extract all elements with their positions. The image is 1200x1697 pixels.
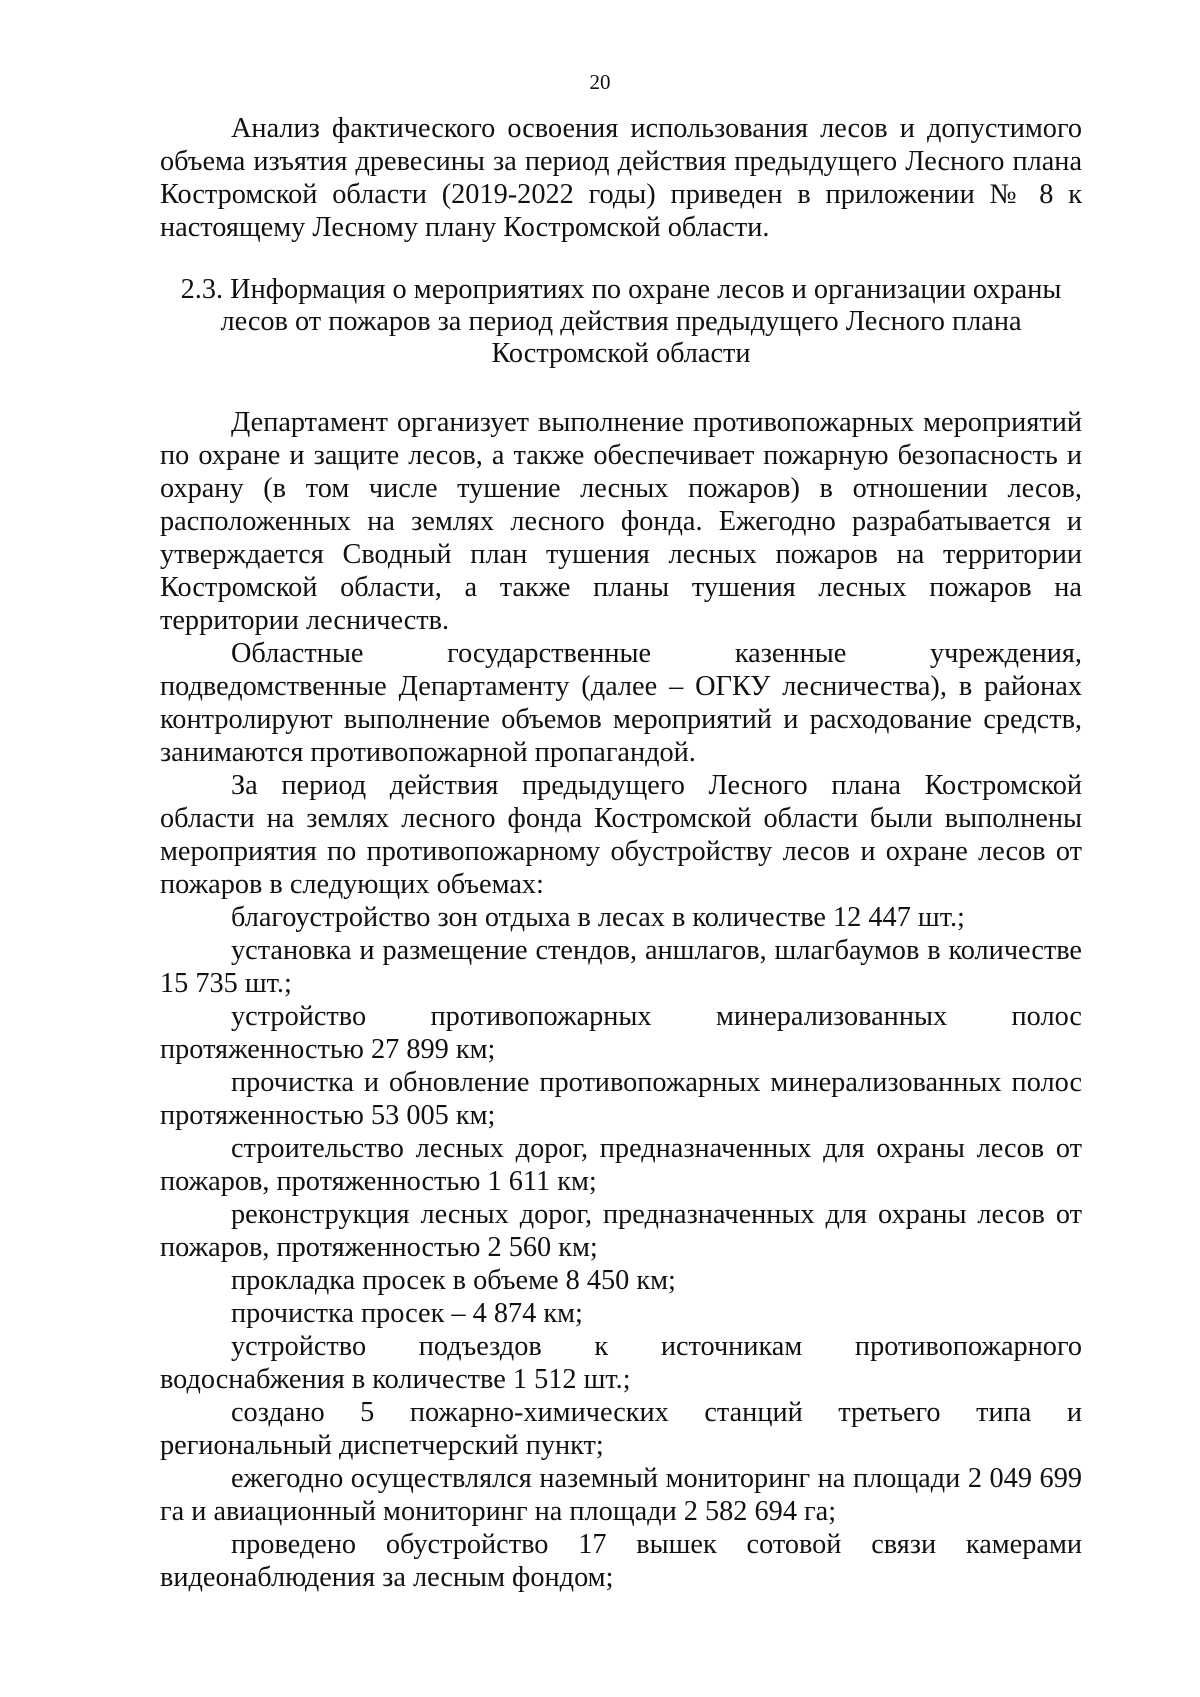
measure-item: прокладка просек в объеме 8 450 км;	[231, 1265, 676, 1296]
measure-item: реконструкция лесных дорог, предназначенных для охраны лесов от пожаров, протяженностью 2 560 км;	[160, 1199, 1082, 1263]
measure-item: прочистка просек – 4 874 км;	[231, 1298, 583, 1329]
measure-item: ежегодно осуществлялся наземный мониторинг на площади 2 049 699 га и авиационный мониторинг на площади 2 582 694 га;	[160, 1463, 1082, 1527]
measure-item: устройство подъездов к источникам противопожарного водоснабжения в количестве 1 512 шт.;	[160, 1331, 1082, 1395]
measure-item: прочистка и обновление противопожарных минерализованных полос протяженностью 53 005 км;	[160, 1067, 1082, 1131]
body-paragraph-department: Департамент организует выполнение противопожарных мероприятий по охране и защите лесов, а также обеспечивает пожарную безопасность и охрану (в том числе тушение лесных пожаров) в отношении лесов, расположенных на землях лесного фонда. Ежегодно разрабатывается и утверждается Сводный план тушения лесных пожаров на территории Костромской области, а также планы тушения лесных пожаров на территории лесничеств.	[160, 407, 1082, 636]
measure-item: устройство противопожарных минерализованных полос протяженностью 27 899 км;	[160, 1001, 1082, 1065]
section-heading-line-2: лесов от пожаров за период действия предыдущего Лесного плана	[220, 306, 1022, 337]
page-number: 20	[589, 70, 611, 94]
section-heading-line-3: Костромской области	[491, 338, 751, 369]
intro-paragraph: Анализ фактического освоения использования лесов и допустимого объема изъятия древесины за период действия предыдущего Лесного плана Костромской области (2019-2022 годы) приведен в приложении № 8 к настоящему Лесному плану Костромской области.	[160, 113, 1082, 243]
section-heading-line-1: 2.3. Информация о мероприятиях по охране лесов и организации охраны	[180, 274, 1062, 305]
measure-item: проведено обустройство 17 вышек сотовой связи камерами видеонаблюдения за лесным фондом;	[160, 1529, 1082, 1593]
measure-item: благоустройство зон отдыха в лесах в количестве 12 447 шт.;	[231, 902, 965, 933]
section-heading	[160, 274, 1082, 370]
body-paragraph-period-summary: За период действия предыдущего Лесного плана Костромской области на землях лесного фонда Костромской области были выполнены мероприятия по противопожарному обустройству лесов и охране лесов от пожаров в следующих объемах:	[160, 770, 1082, 900]
measure-item: строительство лесных дорог, предназначенных для охраны лесов от пожаров, протяженностью 1 611 км;	[160, 1133, 1082, 1197]
measure-item: установка и размещение стендов, аншлагов, шлагбаумов в количестве 15 735 шт.;	[160, 935, 1082, 999]
page-content	[160, 112, 1082, 1594]
body-paragraph-institutions: Областные государственные казенные учреждения, подведомственные Департаменту (далее – ОГКУ лесничества), в районах контролируют выполнение объемов мероприятий и расходование средств, занимаются противопожарной пропагандой.	[160, 638, 1082, 768]
measure-item: создано 5 пожарно-химических станций третьего типа и региональный диспетчерский пункт;	[160, 1397, 1082, 1461]
